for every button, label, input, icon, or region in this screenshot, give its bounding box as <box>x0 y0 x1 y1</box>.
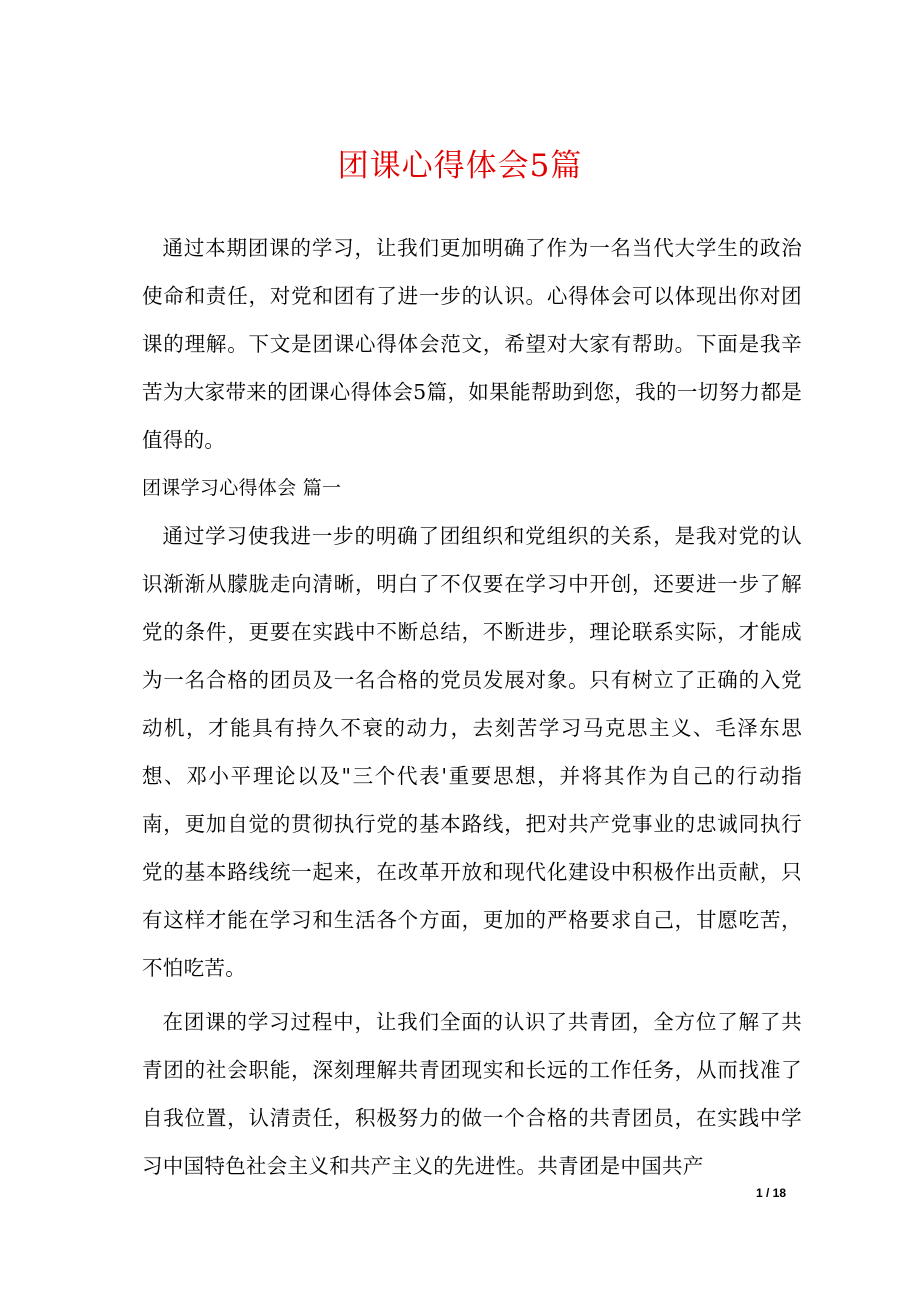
intro-paragraph: 通过本期团课的学习，让我们更加明确了作为一名当代大学生的政治使命和责任，对党和团有了进一步的认识。心得体会可以体现出你对团课的理解。下文是团课心得体会范文，希望对大家有帮助。下面是我辛苦为大家带来的团课心得体会5篇，如果能帮助到您，我的一切努力都是值得的。 <box>142 236 802 452</box>
document-body <box>142 224 802 1190</box>
document-title: 团课心得体会5篇 <box>337 148 583 184</box>
body-paragraph: 通过学习使我进一步的明确了团组织和党组织的关系，是我对党的认识渐渐从朦胧走向清晰，明白了不仅要在学习中开创，还要进一步了解党的条件，更要在实践中不断总结，不断进步，理论联系实际，才能成为一名合格的团员及一名合格的党员发展对象。只有树立了正确的入党动机，才能具有持久不衰的动力，去刻苦学习马克思主义、毛泽东思想、邓小平理论以及"三个代表'重要思想，并将其作为自己的行动指南，更加自觉的贯彻执行党的基本路线，把对共产党事业的忠诚同执行党的基本路线统一起来，在改革开放和现代化建设中积极作出贡献，只有这样才能在学习和生活各个方面，更加的严格要求自己，甘愿吃苦，不怕吃苦。 <box>142 524 802 980</box>
page-number: 1 / 18 <box>755 1186 786 1200</box>
body-paragraph: 在团课的学习过程中，让我们全面的认识了共青团，全方位了解了共青团的社会职能，深刻理解共青团现实和长远的工作任务，从而找准了自我位置，认清责任，积极努力的做一个合格的共青团员，在实践中学习中国特色社会主义和共产主义的先进性。共青团是中国共产 <box>142 1010 802 1178</box>
section-heading: 团课学习心得体会 篇一 <box>142 477 342 499</box>
